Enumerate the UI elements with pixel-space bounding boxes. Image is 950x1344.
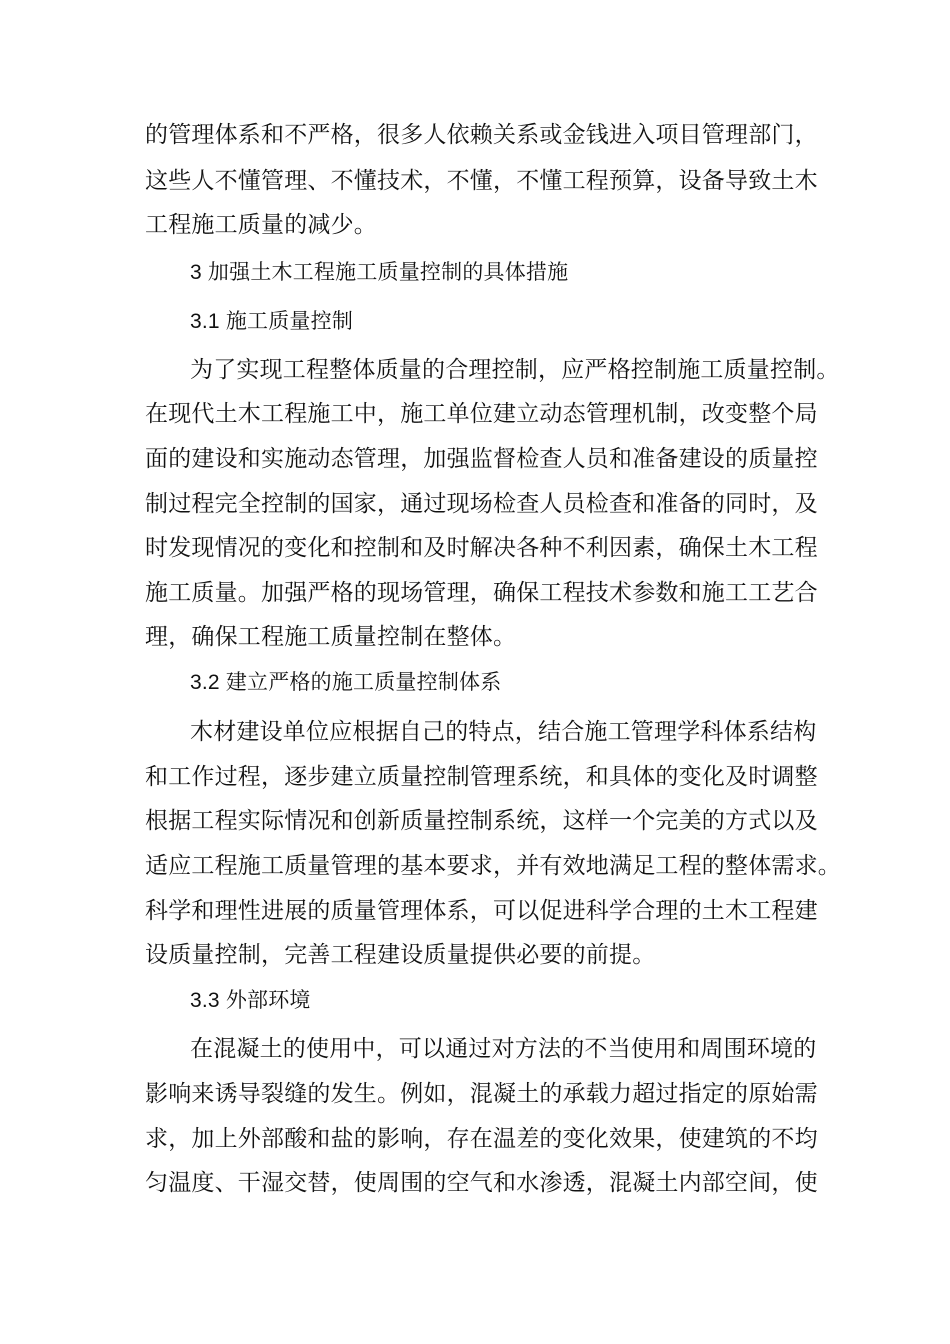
body-text-line: 制过程完全控制的国家，通过现场检查人员检查和准备的同时，及 <box>145 491 818 517</box>
body-text-line: 面的建设和实施动态管理，加强监督检查人员和准备建设的质量控 <box>145 446 818 472</box>
body-text-line: 求，加上外部酸和盐的影响，存在温差的变化效果，使建筑的不均 <box>145 1126 818 1152</box>
body-text-line: 施工质量。加强严格的现场管理，确保工程技术参数和施工工艺合 <box>145 580 818 606</box>
body-text-line: 木材建设单位应根据自己的特点，结合施工管理学科体系结构 <box>190 719 817 745</box>
body-text-line: 这些人不懂管理、不懂技术，不懂，不懂工程预算，设备导致土木 <box>145 168 818 194</box>
body-text-line: 适应工程施工质量管理的基本要求，并有效地满足工程的整体需求。 <box>145 853 841 879</box>
body-text-line: 在现代土木工程施工中，施工单位建立动态管理机制，改变整个局 <box>145 401 818 427</box>
body-text-line: 影响来诱导裂缝的发生。例如，混凝土的承载力超过指定的原始需 <box>145 1081 818 1107</box>
body-text-line: 的管理体系和不严格，很多人依赖关系或金钱进入项目管理部门， <box>145 122 818 148</box>
body-text-line: 科学和理性进展的质量管理体系，可以促进科学合理的土木工程建 <box>145 898 818 924</box>
body-text-line: 设质量控制，完善工程建设质量提供必要的前提。 <box>145 942 656 968</box>
body-text-line: 为了实现工程整体质量的合理控制，应严格控制施工质量控制。 <box>190 357 840 383</box>
subsection-heading: 3.1 施工质量控制 <box>190 310 354 333</box>
body-text-line: 工程施工质量的减少。 <box>145 212 377 238</box>
body-text-line: 在混凝土的使用中，可以通过对方法的不当使用和周围环境的 <box>190 1036 817 1062</box>
body-text-line: 时发现情况的变化和控制和及时解决各种不利因素，确保土木工程 <box>145 535 818 561</box>
body-text-line: 理，确保工程施工质量控制在整体。 <box>145 624 517 650</box>
body-text-line: 和工作过程，逐步建立质量控制管理系统，和具体的变化及时调整 <box>145 764 818 790</box>
body-text-line: 根据工程实际情况和创新质量控制系统，这样一个完美的方式以及 <box>145 808 818 834</box>
section-heading: 3 加强土木工程施工质量控制的具体措施 <box>190 261 569 284</box>
subsection-heading: 3.3 外部环境 <box>190 989 311 1012</box>
body-text-line: 匀温度、干湿交替，使周围的空气和水渗透，混凝土内部空间，使 <box>145 1170 818 1196</box>
subsection-heading: 3.2 建立严格的施工质量控制体系 <box>190 671 502 694</box>
